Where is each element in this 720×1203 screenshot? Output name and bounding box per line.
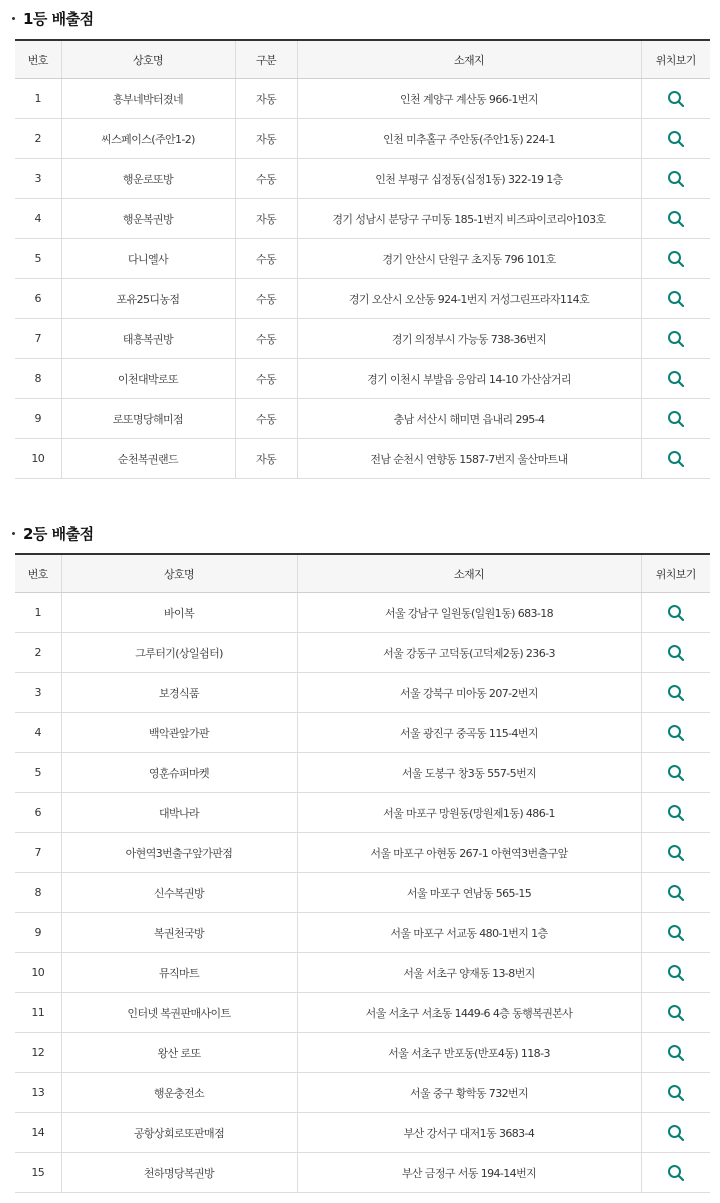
cell-address: 서울 강북구 미아동 207-2번지 (297, 673, 641, 713)
cell-name: 씨스페이스(주안1-2) (61, 119, 235, 159)
cell-name: 백악관앞가판 (61, 713, 297, 753)
bullet-icon (12, 532, 15, 535)
search-icon[interactable] (667, 724, 685, 742)
first-prize-table (15, 39, 710, 479)
location-view-button[interactable] (641, 1073, 710, 1113)
table-row (15, 359, 710, 399)
cell-no: 4 (15, 199, 61, 239)
cell-address: 경기 의정부시 가능동 738-36번지 (297, 319, 641, 359)
search-icon[interactable] (667, 604, 685, 622)
cell-no: 2 (15, 119, 61, 159)
cell-address: 서울 중구 황학동 732번지 (297, 1073, 641, 1113)
cell-no: 9 (15, 913, 61, 953)
location-view-button[interactable] (641, 873, 710, 913)
search-icon[interactable] (667, 684, 685, 702)
cell-address: 충남 서산시 해미면 읍내리 295-4 (297, 399, 641, 439)
cell-name: 영훈슈퍼마켓 (61, 753, 297, 793)
cell-name: 대박나라 (61, 793, 297, 833)
cell-address: 부산 강서구 대저1동 3683-4 (297, 1113, 641, 1153)
column-header-number: 번호 (15, 40, 61, 79)
location-view-button[interactable] (641, 913, 710, 953)
cell-address: 부산 금정구 서동 194-14번지 (297, 1153, 641, 1193)
cell-name: 바이복 (61, 593, 297, 633)
location-view-button[interactable] (641, 279, 710, 319)
cell-address: 인천 계양구 계산동 966-1번지 (297, 79, 641, 119)
location-view-button[interactable] (641, 319, 710, 359)
cell-name: 왕산 로또 (61, 1033, 297, 1073)
cell-name: 복권천국방 (61, 913, 297, 953)
location-view-button[interactable] (641, 993, 710, 1033)
location-view-button[interactable] (641, 79, 710, 119)
location-view-button[interactable] (641, 1113, 710, 1153)
search-icon[interactable] (667, 764, 685, 782)
location-view-button[interactable] (641, 673, 710, 713)
search-icon[interactable] (667, 290, 685, 308)
cell-type: 수동 (235, 399, 297, 439)
table-row (15, 793, 710, 833)
cell-no: 3 (15, 673, 61, 713)
cell-no: 8 (15, 873, 61, 913)
table-row (15, 713, 710, 753)
search-icon[interactable] (667, 1084, 685, 1102)
table-row (15, 119, 710, 159)
search-icon[interactable] (667, 1164, 685, 1182)
cell-no: 9 (15, 399, 61, 439)
column-header-location: 위치보기 (641, 554, 710, 593)
cell-name: 흥부네박터졌네 (61, 79, 235, 119)
cell-type: 수동 (235, 359, 297, 399)
search-icon[interactable] (667, 844, 685, 862)
cell-name: 보경식품 (61, 673, 297, 713)
column-header-number: 번호 (15, 554, 61, 593)
column-header-type: 구분 (235, 40, 297, 79)
table-row (15, 279, 710, 319)
table-row (15, 1073, 710, 1113)
search-icon[interactable] (667, 804, 685, 822)
cell-no: 3 (15, 159, 61, 199)
cell-no: 11 (15, 993, 61, 1033)
cell-type: 자동 (235, 199, 297, 239)
search-icon[interactable] (667, 644, 685, 662)
table-header-row (15, 554, 710, 593)
cell-name: 아현역3번출구앞가판점 (61, 833, 297, 873)
cell-address: 서울 서초구 반포동(반포4동) 118-3 (297, 1033, 641, 1073)
location-view-button[interactable] (641, 1033, 710, 1073)
table-row (15, 159, 710, 199)
cell-address: 서울 마포구 연남동 565-15 (297, 873, 641, 913)
second-prize-table (15, 553, 710, 1193)
cell-address: 서울 강동구 고덕동(고덕제2동) 236-3 (297, 633, 641, 673)
cell-address: 인천 미추홀구 주안동(주안1동) 224-1 (297, 119, 641, 159)
location-view-button[interactable] (641, 119, 710, 159)
location-view-button[interactable] (641, 239, 710, 279)
cell-no: 7 (15, 319, 61, 359)
table-row (15, 399, 710, 439)
cell-type: 수동 (235, 279, 297, 319)
cell-type: 수동 (235, 239, 297, 279)
search-icon[interactable] (667, 170, 685, 188)
location-view-button[interactable] (641, 633, 710, 673)
location-view-button[interactable] (641, 593, 710, 633)
search-icon[interactable] (667, 90, 685, 108)
location-view-button[interactable] (641, 753, 710, 793)
cell-type: 자동 (235, 79, 297, 119)
location-view-button[interactable] (641, 399, 710, 439)
location-view-button[interactable] (641, 713, 710, 753)
cell-no: 12 (15, 1033, 61, 1073)
column-header-address: 소재지 (297, 554, 641, 593)
cell-name: 행운충전소 (61, 1073, 297, 1113)
cell-address: 서울 서초구 서초동 1449-6 4층 동행복권본사 (297, 993, 641, 1033)
location-view-button[interactable] (641, 439, 710, 479)
table-row (15, 79, 710, 119)
table-row (15, 1033, 710, 1073)
table-row (15, 593, 710, 633)
table-row (15, 873, 710, 913)
cell-no: 7 (15, 833, 61, 873)
table-row (15, 239, 710, 279)
table-row (15, 1153, 710, 1193)
cell-name: 포유25디농점 (61, 279, 235, 319)
table-row (15, 833, 710, 873)
search-icon[interactable] (667, 250, 685, 268)
search-icon[interactable] (667, 410, 685, 428)
table-row (15, 913, 710, 953)
table-row (15, 993, 710, 1033)
cell-no: 6 (15, 279, 61, 319)
cell-address: 서울 마포구 서교동 480-1번지 1층 (297, 913, 641, 953)
cell-address: 경기 안산시 단원구 초지동 796 101호 (297, 239, 641, 279)
cell-no: 14 (15, 1113, 61, 1153)
table-header-row (15, 40, 710, 79)
cell-name: 뮤직마트 (61, 953, 297, 993)
location-view-button[interactable] (641, 953, 710, 993)
search-icon[interactable] (667, 370, 685, 388)
cell-address: 경기 이천시 부발읍 응암리 14-10 가산삼거리 (297, 359, 641, 399)
search-icon[interactable] (667, 1004, 685, 1022)
location-view-button[interactable] (641, 359, 710, 399)
cell-address: 서울 도봉구 창3동 557-5번지 (297, 753, 641, 793)
table-row (15, 439, 710, 479)
cell-name: 공항상회로또판매점 (61, 1113, 297, 1153)
section-title-text: 1등 배출점 (23, 10, 94, 28)
cell-name: 순천복권랜드 (61, 439, 235, 479)
section-title-text: 2등 배출점 (23, 525, 94, 543)
search-icon[interactable] (667, 1124, 685, 1142)
cell-no: 5 (15, 753, 61, 793)
search-icon[interactable] (667, 1044, 685, 1062)
search-icon[interactable] (667, 964, 685, 982)
cell-address: 서울 마포구 아현동 267-1 아현역3번출구앞 (297, 833, 641, 873)
cell-name: 다니엘사 (61, 239, 235, 279)
cell-name: 인터넷 복권판매사이트 (61, 993, 297, 1033)
cell-address: 경기 오산시 오산동 924-1번지 거성그린프라자114호 (297, 279, 641, 319)
cell-name: 그루터기(상일쉼터) (61, 633, 297, 673)
search-icon[interactable] (667, 210, 685, 228)
section-title-second-prize (12, 523, 94, 544)
cell-no: 13 (15, 1073, 61, 1113)
section-title-first-prize (12, 8, 94, 29)
cell-no: 1 (15, 593, 61, 633)
cell-name: 행운로또방 (61, 159, 235, 199)
location-view-button[interactable] (641, 833, 710, 873)
cell-name: 신수복권방 (61, 873, 297, 913)
column-header-location: 위치보기 (641, 40, 710, 79)
table-row (15, 673, 710, 713)
search-icon[interactable] (667, 130, 685, 148)
cell-type: 자동 (235, 119, 297, 159)
cell-address: 전남 순천시 연향동 1587-7번지 울산마트내 (297, 439, 641, 479)
cell-no: 10 (15, 953, 61, 993)
cell-name: 태흥복권방 (61, 319, 235, 359)
cell-no: 10 (15, 439, 61, 479)
cell-address: 서울 서초구 양재동 13-8번지 (297, 953, 641, 993)
column-header-store-name: 상호명 (61, 554, 297, 593)
cell-no: 5 (15, 239, 61, 279)
location-view-button[interactable] (641, 199, 710, 239)
column-header-store-name: 상호명 (61, 40, 235, 79)
search-icon[interactable] (667, 924, 685, 942)
cell-no: 8 (15, 359, 61, 399)
bullet-icon (12, 17, 15, 20)
cell-name: 천하명당복권방 (61, 1153, 297, 1193)
cell-type: 수동 (235, 159, 297, 199)
location-view-button[interactable] (641, 793, 710, 833)
cell-type: 자동 (235, 439, 297, 479)
cell-no: 15 (15, 1153, 61, 1193)
cell-address: 경기 성남시 분당구 구미동 185-1번지 비즈파이코리아103호 (297, 199, 641, 239)
cell-address: 서울 마포구 망원동(망원제1동) 486-1 (297, 793, 641, 833)
cell-address: 서울 광진구 중곡동 115-4번지 (297, 713, 641, 753)
location-view-button[interactable] (641, 1153, 710, 1193)
table-row (15, 953, 710, 993)
cell-address: 서울 강남구 일원동(일원1동) 683-18 (297, 593, 641, 633)
cell-name: 이천대박로또 (61, 359, 235, 399)
cell-no: 4 (15, 713, 61, 753)
cell-no: 1 (15, 79, 61, 119)
cell-no: 6 (15, 793, 61, 833)
table-row (15, 753, 710, 793)
table-row (15, 199, 710, 239)
cell-no: 2 (15, 633, 61, 673)
cell-name: 로또명당해미점 (61, 399, 235, 439)
table-row (15, 1113, 710, 1153)
column-header-address: 소재지 (297, 40, 641, 79)
search-icon[interactable] (667, 884, 685, 902)
table-row (15, 633, 710, 673)
search-icon[interactable] (667, 330, 685, 348)
search-icon[interactable] (667, 450, 685, 468)
cell-type: 수동 (235, 319, 297, 359)
cell-name: 행운복권방 (61, 199, 235, 239)
table-row (15, 319, 710, 359)
location-view-button[interactable] (641, 159, 710, 199)
cell-address: 인천 부평구 십정동(십정1동) 322-19 1층 (297, 159, 641, 199)
